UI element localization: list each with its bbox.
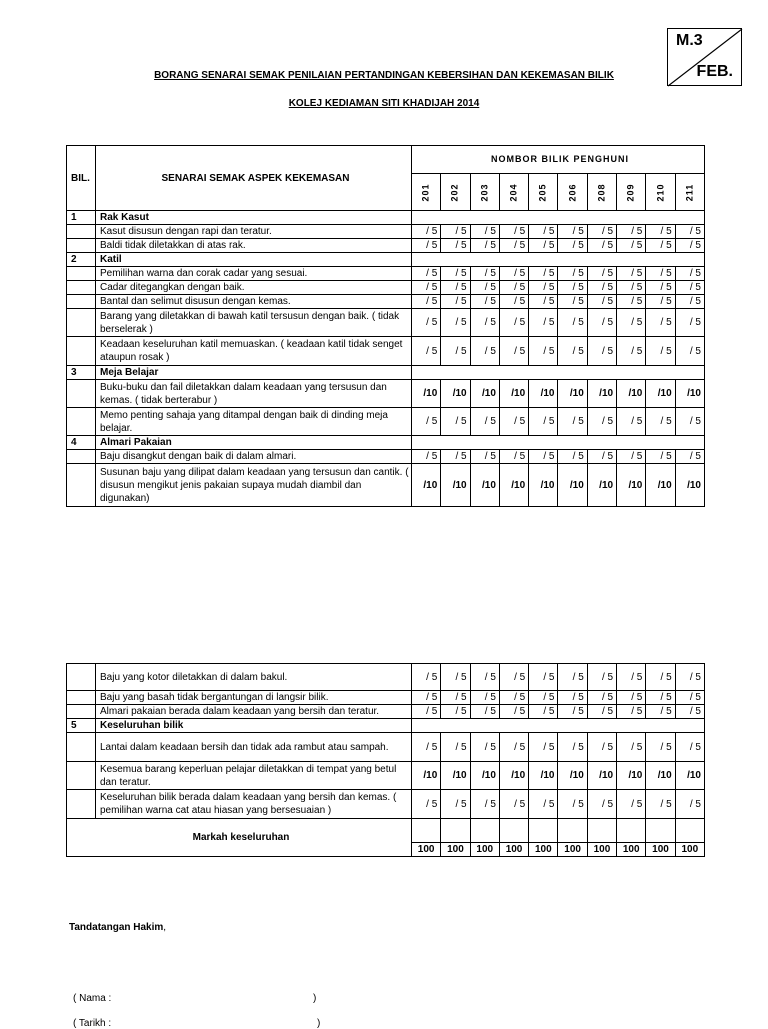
section-header-row	[67, 366, 705, 380]
section-header-row	[67, 719, 705, 733]
checklist-item-row	[67, 664, 705, 691]
score-cell: / 5	[412, 450, 441, 464]
score-cell: / 5	[529, 239, 558, 253]
aspect-text: Almari pakaian berada dalam keadaan yang bersih dan teratur.	[96, 705, 412, 719]
section-number: 1	[67, 211, 96, 225]
score-cell: /10	[646, 762, 675, 790]
bil-cell	[67, 450, 96, 464]
score-cell: / 5	[617, 450, 646, 464]
bil-cell	[67, 380, 96, 408]
aspect-text: Susunan baju yang dilipat dalam keadaan yang tersusun dan cantik. ( disusun mengikut jenis pakaian supaya mudah diambil dan digunakan)	[96, 464, 412, 507]
aspect-text: Barang yang diletakkan di bawah katil tersusun dengan baik. ( tidak berselerak )	[96, 309, 412, 337]
score-cell: / 5	[499, 267, 528, 281]
score-cell: / 5	[412, 705, 441, 719]
aspect-text: Kasut disusun dengan rapi dan teratur.	[96, 225, 412, 239]
total-value: 100	[675, 843, 704, 857]
bil-cell	[67, 664, 96, 691]
score-cell: /10	[499, 464, 528, 507]
total-label: Markah keseluruhan	[67, 819, 412, 857]
room-number-205: 205	[529, 174, 558, 211]
score-cell: / 5	[529, 691, 558, 705]
checklist-item-row	[67, 337, 705, 366]
score-cell: / 5	[558, 408, 587, 436]
score-cell: / 5	[617, 408, 646, 436]
score-cell: / 5	[529, 450, 558, 464]
score-cell: / 5	[646, 239, 675, 253]
score-cell: /10	[529, 380, 558, 408]
total-blank	[412, 819, 441, 843]
bil-cell	[67, 225, 96, 239]
aspect-text: Keadaan keseluruhan katil memuaskan. ( keadaan katil tidak senget ataupun rosak )	[96, 337, 412, 366]
aspect-text: Baju yang basah tidak bergantungan di langsir bilik.	[96, 691, 412, 705]
score-cell: / 5	[587, 450, 616, 464]
aspect-text: Bantal dan selimut disusun dengan kemas.	[96, 295, 412, 309]
total-value: 100	[617, 843, 646, 857]
score-cell: / 5	[587, 239, 616, 253]
score-cell: / 5	[646, 450, 675, 464]
score-cell: / 5	[675, 337, 704, 366]
checklist-item-row	[67, 691, 705, 705]
score-cell: / 5	[470, 295, 499, 309]
col-aspect-header: SENARAI SEMAK ASPEK KEKEMASAN	[96, 146, 412, 211]
room-number-201: 201	[412, 174, 441, 211]
score-cell: / 5	[412, 337, 441, 366]
score-cell: / 5	[675, 705, 704, 719]
score-cell: / 5	[499, 337, 528, 366]
name-field-open: ( Nama :	[73, 993, 112, 1004]
score-cell: / 5	[470, 309, 499, 337]
score-cell: / 5	[617, 239, 646, 253]
score-cell: / 5	[499, 733, 528, 762]
score-cell: / 5	[587, 309, 616, 337]
bil-cell	[67, 295, 96, 309]
checklist-item-row	[67, 239, 705, 253]
score-cell: / 5	[587, 664, 616, 691]
score-cell: / 5	[441, 295, 470, 309]
score-cell: / 5	[441, 664, 470, 691]
score-cell: / 5	[646, 267, 675, 281]
score-cell: / 5	[412, 790, 441, 819]
total-blank	[675, 819, 704, 843]
score-cell: / 5	[470, 450, 499, 464]
score-cell: / 5	[499, 790, 528, 819]
aspect-text: Baldi tidak diletakkan di atas rak.	[96, 239, 412, 253]
score-cell: / 5	[646, 705, 675, 719]
score-cell: / 5	[470, 225, 499, 239]
room-number-208: 208	[587, 174, 616, 211]
score-cell: / 5	[675, 408, 704, 436]
score-cell: / 5	[412, 267, 441, 281]
score-cell: / 5	[587, 691, 616, 705]
score-cell: / 5	[617, 664, 646, 691]
total-value: 100	[646, 843, 675, 857]
score-cell: /10	[441, 464, 470, 507]
score-cell: / 5	[470, 790, 499, 819]
total-blank	[441, 819, 470, 843]
score-cell: / 5	[558, 309, 587, 337]
score-cell: / 5	[441, 239, 470, 253]
score-cell: / 5	[558, 225, 587, 239]
score-cell: / 5	[587, 790, 616, 819]
score-cell: / 5	[617, 790, 646, 819]
section-header-row	[67, 436, 705, 450]
section-blank	[412, 436, 705, 450]
bil-cell	[67, 281, 96, 295]
score-cell: / 5	[587, 267, 616, 281]
total-value: 100	[587, 843, 616, 857]
score-cell: / 5	[412, 309, 441, 337]
score-cell: / 5	[587, 337, 616, 366]
aspect-text: Baju yang kotor diletakkan di dalam bakul.	[96, 664, 412, 691]
score-cell: / 5	[470, 664, 499, 691]
total-blank	[646, 819, 675, 843]
score-cell: / 5	[558, 705, 587, 719]
score-cell: /10	[587, 762, 616, 790]
checklist-item-row	[67, 705, 705, 719]
bil-cell	[67, 705, 96, 719]
room-number-202: 202	[441, 174, 470, 211]
score-cell: / 5	[470, 281, 499, 295]
total-value: 100	[441, 843, 470, 857]
score-cell: / 5	[617, 691, 646, 705]
score-cell: / 5	[617, 337, 646, 366]
score-cell: / 5	[529, 408, 558, 436]
score-cell: / 5	[587, 281, 616, 295]
score-cell: /10	[646, 464, 675, 507]
score-cell: / 5	[470, 705, 499, 719]
section-number: 5	[67, 719, 96, 733]
aspect-text: Kesemua barang keperluan pelajar diletakkan di tempat yang betul dan teratur.	[96, 762, 412, 790]
score-cell: / 5	[470, 239, 499, 253]
score-cell: / 5	[441, 309, 470, 337]
score-cell: / 5	[646, 309, 675, 337]
room-number-210: 210	[646, 174, 675, 211]
form-subtitle: KOLEJ KEDIAMAN SITI KHADIJAH 2014	[288, 98, 480, 109]
total-blank	[529, 819, 558, 843]
score-cell: / 5	[529, 281, 558, 295]
score-cell: /10	[529, 762, 558, 790]
score-cell: / 5	[675, 664, 704, 691]
room-number-211: 211	[675, 174, 704, 211]
score-cell: / 5	[529, 225, 558, 239]
section-number: 2	[67, 253, 96, 267]
total-blank	[558, 819, 587, 843]
score-cell: / 5	[529, 267, 558, 281]
section-title: Katil	[96, 253, 412, 267]
score-cell: / 5	[499, 450, 528, 464]
score-cell: /10	[617, 380, 646, 408]
total-blank	[587, 819, 616, 843]
score-cell: / 5	[412, 408, 441, 436]
checklist-item-row	[67, 450, 705, 464]
score-cell: / 5	[470, 337, 499, 366]
checklist-item-row	[67, 762, 705, 790]
bil-cell	[67, 309, 96, 337]
section-blank	[412, 719, 705, 733]
score-cell: /10	[499, 380, 528, 408]
score-cell: / 5	[646, 337, 675, 366]
bil-cell	[67, 408, 96, 436]
checklist-item-row	[67, 225, 705, 239]
score-cell: / 5	[587, 295, 616, 309]
form-title: BORANG SENARAI SEMAK PENILAIAN PERTANDINGAN KEBERSIHAN DAN KEKEMASAN BILIK	[154, 70, 614, 81]
score-cell: /10	[470, 380, 499, 408]
score-cell: / 5	[675, 450, 704, 464]
checklist-item-row	[67, 408, 705, 436]
score-cell: /10	[412, 762, 441, 790]
aspect-text: Keseluruhan bilik berada dalam keadaan yang bersih dan kemas. ( pemilihan warna cat atau hiasan yang bersesuaian )	[96, 790, 412, 819]
score-cell: / 5	[675, 281, 704, 295]
section-header-row	[67, 253, 705, 267]
score-cell: /10	[499, 762, 528, 790]
score-cell: / 5	[529, 664, 558, 691]
score-cell: / 5	[470, 733, 499, 762]
score-cell: /10	[675, 380, 704, 408]
checklist-item-row	[67, 464, 705, 507]
score-cell: /10	[558, 380, 587, 408]
score-cell: / 5	[675, 733, 704, 762]
score-cell: / 5	[617, 733, 646, 762]
score-cell: / 5	[646, 408, 675, 436]
col-bil-header: BIL.	[67, 146, 96, 211]
checklist-table-1	[66, 145, 705, 507]
score-cell: / 5	[558, 691, 587, 705]
score-cell: / 5	[441, 225, 470, 239]
section-blank	[412, 366, 705, 380]
section-header-row	[67, 211, 705, 225]
score-cell: / 5	[499, 281, 528, 295]
score-cell: / 5	[675, 239, 704, 253]
score-cell: / 5	[529, 295, 558, 309]
total-blank	[470, 819, 499, 843]
score-cell: / 5	[499, 691, 528, 705]
score-cell: / 5	[441, 450, 470, 464]
score-cell: / 5	[441, 267, 470, 281]
score-cell: / 5	[558, 267, 587, 281]
checklist-item-row	[67, 790, 705, 819]
score-cell: / 5	[529, 790, 558, 819]
score-cell: / 5	[470, 408, 499, 436]
score-cell: / 5	[470, 691, 499, 705]
score-cell: / 5	[529, 309, 558, 337]
col-rooms-header: NOMBOR BILIK PENGHUNI	[412, 146, 705, 174]
score-cell: /10	[558, 762, 587, 790]
score-cell: / 5	[412, 664, 441, 691]
score-cell: / 5	[675, 225, 704, 239]
score-cell: / 5	[499, 239, 528, 253]
date-field-close: )	[317, 1018, 321, 1029]
score-cell: / 5	[412, 295, 441, 309]
bil-cell	[67, 337, 96, 366]
section-number: 3	[67, 366, 96, 380]
score-cell: / 5	[646, 733, 675, 762]
section-title: Rak Kasut	[96, 211, 412, 225]
room-number-206: 206	[558, 174, 587, 211]
form-code-bottom: FEB.	[696, 63, 733, 80]
score-cell: / 5	[529, 337, 558, 366]
score-cell: /10	[558, 464, 587, 507]
score-cell: /10	[617, 762, 646, 790]
score-cell: / 5	[529, 733, 558, 762]
score-cell: / 5	[646, 225, 675, 239]
total-value: 100	[470, 843, 499, 857]
checklist-table-2	[66, 663, 705, 857]
score-cell: / 5	[412, 733, 441, 762]
bil-cell	[67, 464, 96, 507]
checklist-item-row	[67, 380, 705, 408]
score-cell: /10	[470, 464, 499, 507]
bil-cell	[67, 267, 96, 281]
aspect-text: Baju disangkut dengan baik di dalam almari.	[96, 450, 412, 464]
score-cell: / 5	[558, 733, 587, 762]
score-cell: / 5	[558, 239, 587, 253]
section-title: Meja Belajar	[96, 366, 412, 380]
score-cell: / 5	[617, 281, 646, 295]
section-title: Keseluruhan bilik	[96, 719, 412, 733]
total-value: 100	[499, 843, 528, 857]
score-cell: / 5	[675, 309, 704, 337]
score-cell: / 5	[558, 664, 587, 691]
aspect-text: Memo penting sahaja yang ditampal dengan baik di dinding meja belajar.	[96, 408, 412, 436]
checklist-item-row	[67, 267, 705, 281]
checklist-item-row	[67, 281, 705, 295]
form-code-top: M.3	[676, 32, 703, 49]
score-cell: / 5	[617, 295, 646, 309]
aspect-text: Cadar ditegangkan dengan baik.	[96, 281, 412, 295]
score-cell: / 5	[558, 790, 587, 819]
room-number-209: 209	[617, 174, 646, 211]
score-cell: /10	[441, 380, 470, 408]
score-cell: /10	[441, 762, 470, 790]
bil-cell	[67, 733, 96, 762]
room-number-204: 204	[499, 174, 528, 211]
score-cell: / 5	[587, 733, 616, 762]
score-cell: /10	[646, 380, 675, 408]
room-number-203: 203	[470, 174, 499, 211]
score-cell: / 5	[529, 705, 558, 719]
name-field-close: )	[313, 993, 317, 1004]
section-title: Almari Pakaian	[96, 436, 412, 450]
checklist-item-row	[67, 733, 705, 762]
score-cell: / 5	[646, 790, 675, 819]
score-cell: / 5	[412, 239, 441, 253]
score-cell: / 5	[499, 664, 528, 691]
score-cell: /10	[412, 380, 441, 408]
score-cell: / 5	[441, 705, 470, 719]
total-blank	[499, 819, 528, 843]
total-blank	[617, 819, 646, 843]
score-cell: /10	[587, 464, 616, 507]
date-field-open: ( Tarikh :	[73, 1018, 112, 1029]
score-cell: / 5	[646, 281, 675, 295]
score-cell: /10	[675, 762, 704, 790]
score-cell: /10	[617, 464, 646, 507]
score-cell: / 5	[558, 295, 587, 309]
score-cell: / 5	[617, 225, 646, 239]
score-cell: / 5	[646, 295, 675, 309]
score-cell: / 5	[646, 691, 675, 705]
score-cell: / 5	[617, 267, 646, 281]
checklist-item-row	[67, 309, 705, 337]
score-cell: / 5	[587, 225, 616, 239]
score-cell: / 5	[499, 408, 528, 436]
score-cell: / 5	[558, 281, 587, 295]
bil-cell	[67, 691, 96, 705]
score-cell: / 5	[587, 408, 616, 436]
score-cell: / 5	[441, 733, 470, 762]
score-cell: / 5	[587, 705, 616, 719]
bil-cell	[67, 239, 96, 253]
score-cell: / 5	[441, 337, 470, 366]
total-row	[67, 819, 705, 843]
bil-cell	[67, 762, 96, 790]
score-cell: / 5	[675, 790, 704, 819]
score-cell: /10	[529, 464, 558, 507]
score-cell: / 5	[558, 450, 587, 464]
score-cell: / 5	[499, 295, 528, 309]
score-cell: / 5	[441, 691, 470, 705]
total-value: 100	[529, 843, 558, 857]
score-cell: / 5	[646, 664, 675, 691]
score-cell: / 5	[441, 408, 470, 436]
score-cell: / 5	[441, 790, 470, 819]
score-cell: /10	[675, 464, 704, 507]
score-cell: / 5	[441, 281, 470, 295]
section-blank	[412, 211, 705, 225]
score-cell: / 5	[470, 267, 499, 281]
bil-cell	[67, 790, 96, 819]
section-blank	[412, 253, 705, 267]
score-cell: / 5	[558, 337, 587, 366]
section-number: 4	[67, 436, 96, 450]
aspect-text: Pemilihan warna dan corak cadar yang sesuai.	[96, 267, 412, 281]
total-value: 100	[558, 843, 587, 857]
score-cell: / 5	[499, 225, 528, 239]
checklist-item-row	[67, 295, 705, 309]
aspect-text: Lantai dalam keadaan bersih dan tidak ada rambut atau sampah.	[96, 733, 412, 762]
score-cell: / 5	[499, 705, 528, 719]
score-cell: / 5	[675, 691, 704, 705]
score-cell: /10	[470, 762, 499, 790]
score-cell: / 5	[499, 309, 528, 337]
score-cell: /10	[412, 464, 441, 507]
judge-signature-label: Tandatangan Hakim,	[69, 922, 167, 933]
score-cell: / 5	[617, 309, 646, 337]
score-cell: / 5	[675, 295, 704, 309]
score-cell: /10	[587, 380, 616, 408]
score-cell: / 5	[675, 267, 704, 281]
aspect-text: Buku-buku dan fail diletakkan dalam keadaan yang tersusun dan kemas. ( tidak berterabur )	[96, 380, 412, 408]
score-cell: / 5	[412, 691, 441, 705]
total-value: 100	[412, 843, 441, 857]
score-cell: / 5	[412, 281, 441, 295]
score-cell: / 5	[412, 225, 441, 239]
score-cell: / 5	[617, 705, 646, 719]
